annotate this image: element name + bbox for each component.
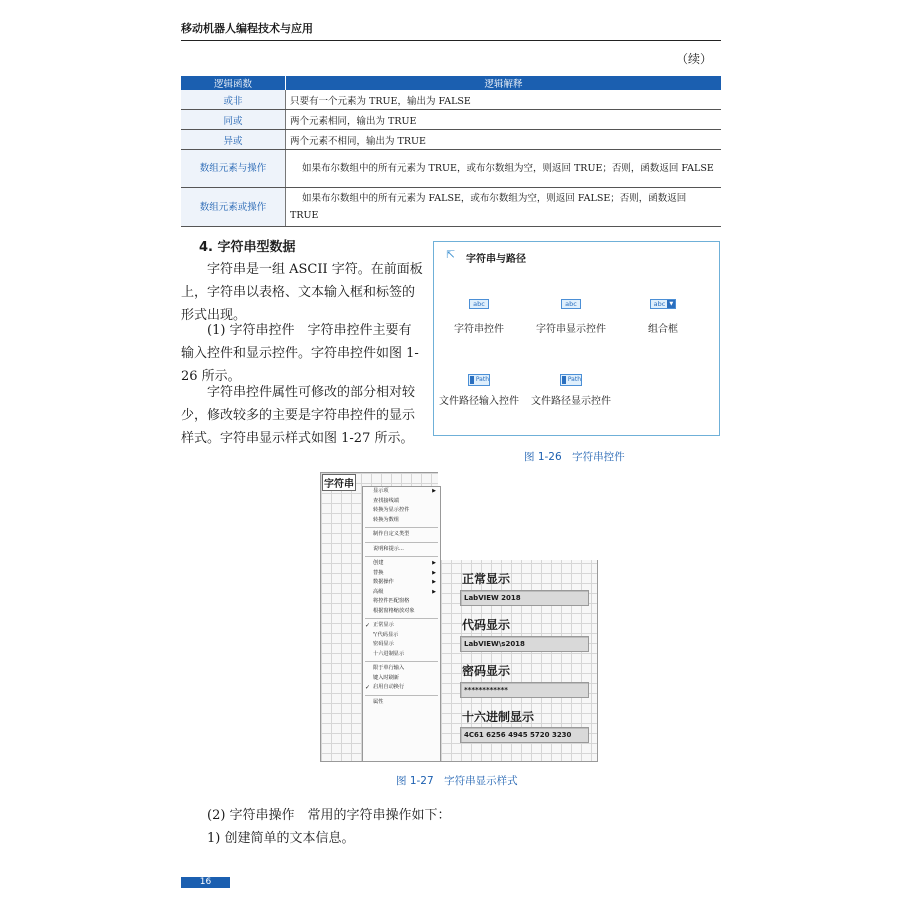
submenu-arrow-icon: ▶: [432, 579, 436, 585]
menu-item-label: 制作自定义类型: [373, 531, 410, 537]
palette-item-label: 字符串显示控件: [536, 324, 606, 335]
palette-item-label: 文件路径输入控件: [439, 396, 519, 407]
menu-item[interactable]: [363, 607, 440, 617]
menu-item-label: 根据窗格缩放对象: [373, 607, 415, 614]
check-icon: ✓: [365, 622, 371, 629]
display-value[interactable]: LabVIEW 2018: [460, 590, 589, 606]
palette-item-label: 组合框: [648, 324, 678, 335]
string-indicator-icon: abc: [561, 299, 581, 309]
figure-26-caption: 图 1-26 字符串控件: [524, 451, 625, 463]
pin-icon: ⇱: [446, 248, 456, 261]
table-row: [181, 130, 721, 150]
submenu-arrow-icon: ▶: [432, 560, 436, 566]
palette-item-combo-box[interactable]: [618, 297, 708, 336]
menu-item-label: 正常显示: [373, 622, 394, 628]
figure-27-caption: 图 1-27 字符串显示样式: [396, 775, 518, 787]
paragraph-4: (2) 字符串操作 常用的字符串操作如下：: [207, 808, 451, 823]
menu-item-label: 限于单行输入: [373, 665, 405, 671]
check-icon: ✓: [365, 684, 371, 691]
menu-item-label: '\'代码显示: [373, 631, 399, 638]
menu-separator: [365, 527, 438, 528]
table-cell-function: 同或: [181, 110, 286, 130]
table-cell-description: 两个元素相同，输出为 TRUE: [286, 110, 722, 130]
running-header: 移动机器人编程技术与应用: [181, 22, 313, 35]
menu-item[interactable]: [363, 650, 440, 660]
string-path-palette: [433, 241, 720, 436]
menu-item-label: 显示项: [373, 488, 389, 494]
table-row: [181, 188, 721, 227]
menu-item[interactable]: [363, 597, 440, 607]
string-control-label: 字符串: [322, 474, 356, 491]
menu-item-label: 十六进制显示: [373, 650, 405, 657]
palette-item-file-path-indicator[interactable]: [526, 372, 616, 408]
table-cell-function: 或非: [181, 90, 286, 110]
submenu-arrow-icon: ▶: [432, 488, 436, 494]
menu-item-label: 键入时刷新: [373, 674, 399, 681]
menu-item-label: 启用自动换行: [373, 684, 405, 690]
menu-item-label: 说明和提示...: [373, 545, 404, 552]
string-control-icon: abc: [469, 299, 489, 309]
menu-item-label: 查找接线端: [373, 497, 399, 504]
menu-item[interactable]: [363, 578, 440, 588]
menu-item-label: 将控件匹配窗格: [373, 598, 410, 604]
file-path-indicator-icon: Path: [560, 374, 582, 386]
context-menu: [362, 486, 441, 762]
menu-item[interactable]: [363, 569, 440, 579]
display-value[interactable]: 4C61 6256 4945 5720 3230: [460, 727, 589, 743]
menu-item[interactable]: [363, 530, 440, 540]
menu-item-label: 数据操作: [373, 579, 394, 585]
file-path-control-icon: Path: [468, 374, 490, 386]
display-label: 密码显示: [462, 664, 511, 678]
menu-item[interactable]: [363, 683, 440, 693]
table-header-description: 逻辑解释: [286, 76, 722, 90]
paragraph-3: 字符串控件属性可修改的部分相对较少，修改较多的主要是字符串控件的显示样式。字符串显示样式如图 1-27 所示。: [181, 385, 416, 446]
display-value[interactable]: ************: [460, 682, 589, 698]
table-cell-function: 数组元素与操作: [181, 150, 286, 188]
menu-item[interactable]: [363, 674, 440, 684]
combo-box-icon: abc ▼: [650, 299, 677, 309]
menu-separator: [365, 542, 438, 543]
palette-item-string-control[interactable]: [434, 297, 524, 336]
menu-item[interactable]: [363, 516, 440, 526]
menu-item[interactable]: [363, 545, 440, 555]
paragraph-5: 1) 创建简单的文本信息。: [207, 831, 355, 846]
table-header-function: 逻辑函数: [181, 76, 286, 90]
menu-item[interactable]: [363, 631, 440, 641]
menu-separator: [365, 695, 438, 696]
logic-function-table: [181, 76, 721, 227]
string-display-figure: [320, 472, 598, 762]
menu-item[interactable]: [363, 664, 440, 674]
display-value[interactable]: LabVIEW\s2018: [460, 636, 589, 652]
palette-title: 字符串与路径: [466, 254, 526, 265]
table-cell-description: 如果布尔数组中的所有元素为 FALSE，或布尔数组为空，则返回 FALSE；否则，函数返回 TRUE: [286, 188, 722, 227]
menu-item[interactable]: [363, 487, 440, 497]
table-row: [181, 110, 721, 130]
menu-item[interactable]: [363, 506, 440, 516]
display-label: 代码显示: [462, 618, 511, 632]
palette-item-file-path-control[interactable]: [434, 372, 524, 408]
palette-item-string-indicator[interactable]: [526, 297, 616, 336]
paragraph-2: (1) 字符串控件 字符串控件主要有输入控件和显示控件。字符串控件如图 1-26 所示。: [181, 323, 419, 384]
menu-item-label: 替换: [373, 569, 384, 576]
menu-item[interactable]: [363, 698, 440, 708]
header-rule: [181, 40, 721, 41]
table-cell-description: 两个元素不相同，输出为 TRUE: [286, 130, 722, 150]
menu-item-label: 属性: [373, 698, 384, 705]
menu-item-label: 转换为数组: [373, 516, 399, 523]
table-cell-description: 只要有一个元素为 TRUE，输出为 FALSE: [286, 90, 722, 110]
page-number: 16: [181, 877, 230, 888]
palette-item-label: 文件路径显示控件: [531, 396, 611, 407]
display-label: 正常显示: [462, 572, 511, 586]
menu-item[interactable]: [363, 621, 440, 631]
paragraph-1: 字符串是一组 ASCII 字符。在前面板上，字符串以表格、文本输入框和标签的形式出现。: [181, 262, 423, 323]
continued-label: （续）: [676, 52, 713, 66]
submenu-arrow-icon: ▶: [432, 569, 436, 576]
table-cell-function: 数组元素或操作: [181, 188, 286, 227]
section-title: 4. 字符串型数据: [199, 240, 296, 255]
menu-item[interactable]: [363, 559, 440, 569]
menu-item-label: 转换为显示控件: [373, 507, 410, 513]
submenu-arrow-icon: ▶: [432, 588, 436, 595]
menu-item[interactable]: [363, 497, 440, 507]
table-row: [181, 90, 721, 110]
menu-separator: [365, 556, 438, 557]
menu-item-label: 密码显示: [373, 641, 394, 647]
figure-cutout: [438, 472, 598, 560]
menu-separator: [365, 661, 438, 662]
table-cell-description: 如果布尔数组中的所有元素为 TRUE，或布尔数组为空，则返回 TRUE；否则，函数返回 FALSE: [286, 150, 722, 188]
menu-item-label: 高级: [373, 588, 384, 595]
table-cell-function: 异或: [181, 130, 286, 150]
palette-item-label: 字符串控件: [454, 324, 504, 335]
menu-item-label: 创建: [373, 560, 384, 566]
display-label: 十六进制显示: [462, 710, 535, 724]
menu-item[interactable]: [363, 588, 440, 598]
menu-separator: [365, 618, 438, 619]
menu-item[interactable]: [363, 640, 440, 650]
table-row: [181, 150, 721, 188]
